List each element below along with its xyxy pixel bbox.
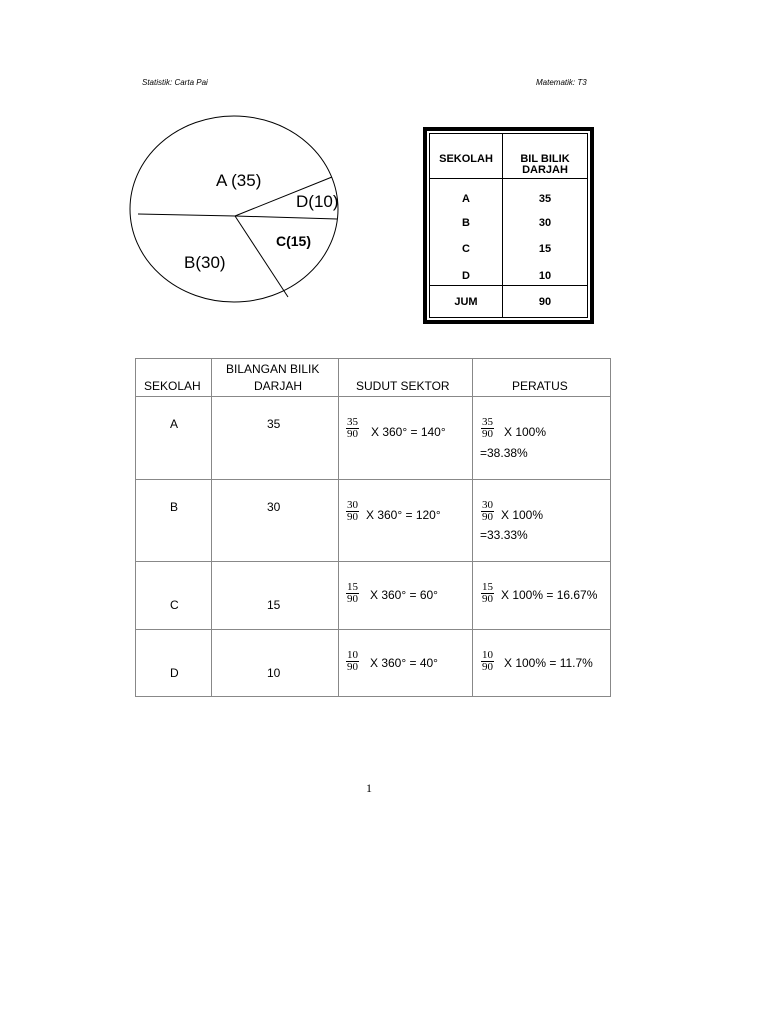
row-c-peratus-fraction	[481, 582, 494, 605]
row-d-sekolah: D	[170, 666, 179, 680]
row-d-sudut-den: 90	[347, 661, 358, 673]
header-right: Matematik: T3	[536, 78, 587, 87]
row-b-peratus-num: 30	[482, 499, 493, 511]
pie-chart	[128, 108, 358, 308]
summary-table	[429, 133, 588, 318]
slice-label-a: A (35)	[216, 171, 262, 190]
row-c-bil: 15	[267, 598, 281, 612]
header-sudut: SUDUT SEKTOR	[356, 379, 450, 393]
cell-peratus	[473, 562, 611, 630]
row-a-sudut: X 360° = 140°	[371, 425, 446, 439]
row-d-peratus: X 100% = 11.7%	[504, 656, 593, 670]
row-c-sekolah: C	[170, 598, 179, 612]
row-a-peratus-den: 90	[482, 428, 493, 440]
row-b-peratus: X 100%	[501, 508, 544, 522]
pie-line-b	[138, 214, 235, 216]
cell-sudut	[339, 480, 473, 562]
row-a-sudut-num: 35	[347, 416, 358, 428]
cell-bil	[212, 397, 339, 480]
cell-peratus	[473, 480, 611, 562]
cell-sudut	[339, 630, 473, 697]
cell-sekolah	[136, 480, 212, 562]
summary-header-sekolah: SEKOLAH	[430, 134, 503, 179]
pie-line-d-bottom	[235, 216, 337, 219]
cell-bil	[212, 562, 339, 630]
summary-total-label: JUM	[430, 286, 503, 318]
summary-header-bil	[503, 134, 588, 179]
row-b-peratus-fraction	[481, 500, 494, 523]
cell-peratus	[473, 630, 611, 697]
row-d-peratus-den: 90	[482, 661, 493, 673]
row-a-peratus: X 100%	[504, 425, 547, 439]
row-a-sekolah: A	[170, 417, 179, 431]
summary-bil-a: 35	[503, 178, 588, 206]
table-row	[136, 562, 611, 630]
row-d-peratus-num: 10	[482, 649, 493, 661]
row-b-sudut: X 360° = 120°	[366, 508, 441, 522]
summary-sekolah-d: D	[430, 260, 503, 286]
row-c-peratus-den: 90	[482, 593, 493, 605]
summary-bil-b: 30	[503, 207, 588, 233]
summary-header-bil-line1: BIL BILIK	[520, 153, 570, 165]
page-number: 1	[366, 781, 372, 795]
row-d-bil: 10	[267, 666, 281, 680]
summary-bil-d: 10	[503, 260, 588, 286]
table-row	[136, 630, 611, 697]
row-d-sudut-fraction	[346, 650, 359, 673]
row-c-sudut-den: 90	[347, 593, 358, 605]
table-row	[136, 397, 611, 480]
header-sekolah: SEKOLAH	[144, 379, 201, 393]
pie-line-c	[235, 216, 288, 297]
header-peratus: PERATUS	[512, 379, 568, 393]
table-row	[136, 480, 611, 562]
row-b-peratus-result: =33.33%	[480, 528, 528, 542]
header-peratus-cell	[473, 359, 611, 397]
row-b-bil: 30	[267, 500, 281, 514]
row-c-peratus-num: 15	[482, 581, 493, 593]
row-a-peratus-num: 35	[482, 416, 493, 428]
row-c-sudut: X 360° = 60°	[370, 588, 438, 602]
header-sekolah-cell	[136, 359, 212, 397]
cell-sudut	[339, 562, 473, 630]
row-d-peratus-fraction	[481, 650, 494, 673]
row-a-sudut-fraction	[346, 417, 359, 440]
summary-total-value: 90	[503, 286, 588, 318]
table-header-row	[136, 359, 611, 397]
row-b-sudut-fraction	[346, 500, 359, 523]
row-b-sekolah: B	[170, 500, 179, 514]
row-d-sudut-num: 10	[347, 649, 358, 661]
row-a-sudut-den: 90	[347, 428, 358, 440]
summary-sekolah-b: B	[430, 207, 503, 233]
row-a-peratus-result: =38.38%	[480, 446, 528, 460]
cell-bil	[212, 480, 339, 562]
header-bilangan-line2: DARJAH	[254, 379, 303, 393]
summary-table-frame	[423, 127, 594, 324]
header-left: Statistik: Carta Pai	[142, 78, 208, 87]
row-b-sudut-num: 30	[347, 499, 358, 511]
summary-header-bil-line2: DARJAH	[522, 164, 568, 176]
summary-bil-c: 15	[503, 233, 588, 259]
row-c-sudut-num: 15	[347, 581, 358, 593]
cell-sudut	[339, 397, 473, 480]
slice-label-b: B(30)	[184, 253, 226, 272]
header-sudut-cell	[339, 359, 473, 397]
row-a-peratus-fraction	[481, 417, 494, 440]
row-a-bil: 35	[267, 417, 281, 431]
slice-label-d: D(10)	[296, 192, 339, 211]
header-bilangan-line1: BILANGAN BILIK	[226, 362, 320, 376]
calculation-table	[135, 358, 611, 697]
row-c-sudut-fraction	[346, 582, 359, 605]
slice-label-c: C(15)	[276, 233, 312, 249]
cell-bil	[212, 630, 339, 697]
row-b-sudut-den: 90	[347, 511, 358, 523]
row-c-peratus: X 100% = 16.67%	[501, 588, 598, 602]
cell-peratus	[473, 397, 611, 480]
cell-sekolah	[136, 630, 212, 697]
cell-sekolah	[136, 562, 212, 630]
summary-sekolah-c: C	[430, 233, 503, 259]
header-bilangan-cell	[212, 359, 339, 397]
row-b-peratus-den: 90	[482, 511, 493, 523]
cell-sekolah	[136, 397, 212, 480]
summary-sekolah-a: A	[430, 178, 503, 206]
row-d-sudut: X 360° = 40°	[370, 656, 438, 670]
